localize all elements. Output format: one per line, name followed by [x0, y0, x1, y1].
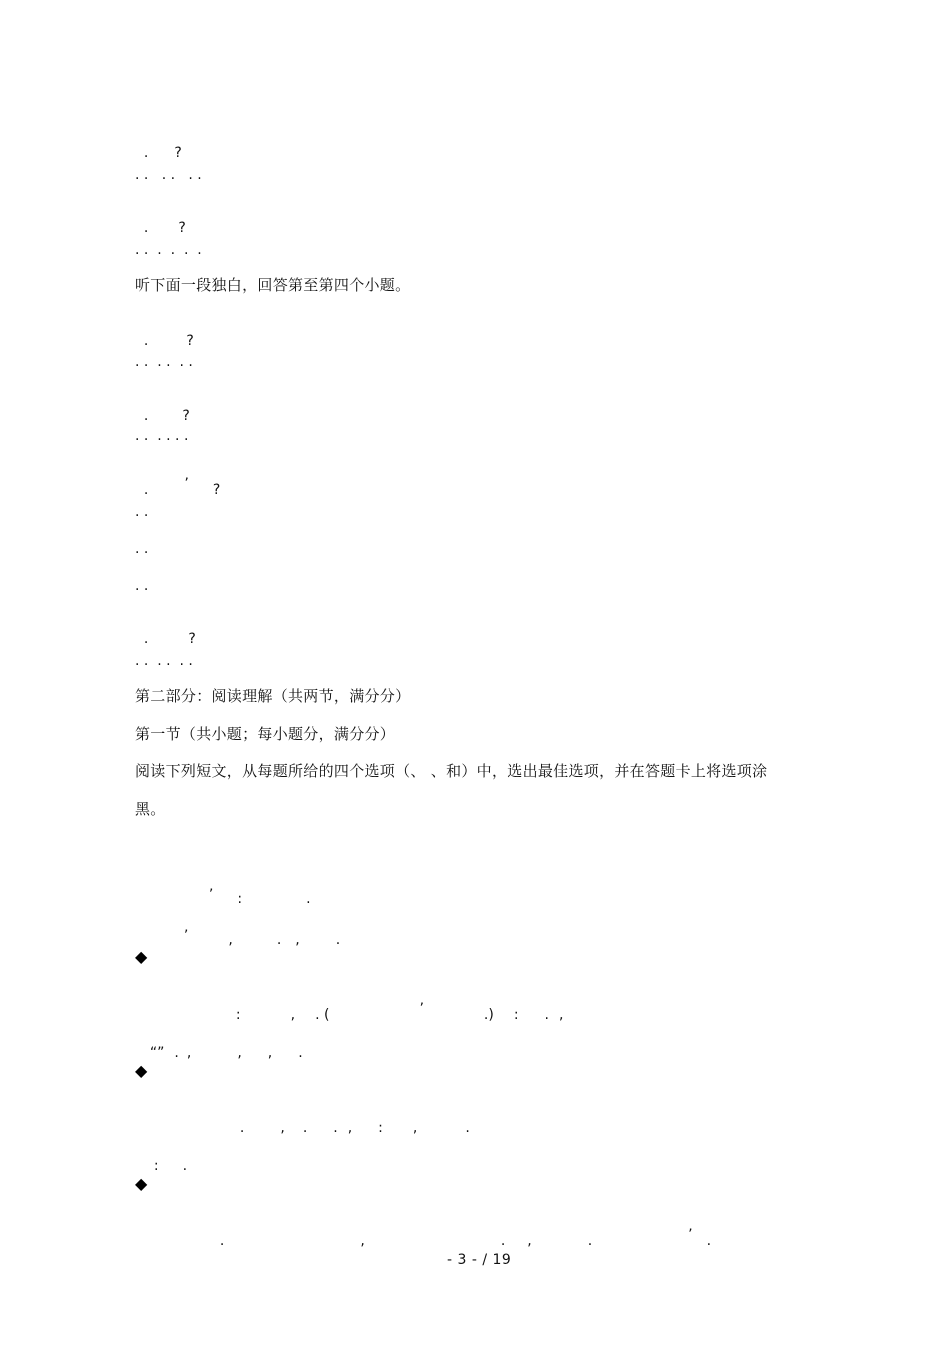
passage-line: ’ , . , .	[183, 928, 341, 948]
answer-options-line: . . . . . .	[135, 428, 189, 444]
page-number: - 3 - / 19	[447, 1252, 512, 1268]
passage-line: “” . , , , .	[149, 1045, 303, 1061]
passage-line: . , . . , : , .	[239, 1120, 470, 1136]
passage-line: : , . ( ’ .) : . ,	[235, 1001, 564, 1023]
bullet-diamond-icon: ◆	[135, 947, 148, 966]
answer-options-line: . . . . . .	[135, 242, 202, 258]
question-number-line	[135, 126, 182, 162]
section-title-part-one: 第一节（共小题；每小题分，满分分）	[135, 725, 396, 743]
bullet-diamond-icon: ◆	[135, 1174, 148, 1193]
bullet-diamond-icon: ◆	[135, 1061, 148, 1080]
answer-option-line: . .	[135, 504, 149, 520]
question-period: .	[143, 145, 149, 161]
listening-instruction: 听下面一段独白，回答第至第四个小题。	[135, 276, 411, 294]
answer-option-line: . .	[135, 578, 149, 594]
reading-instruction-continued: 黑。	[135, 800, 166, 818]
question-number-line: . ?	[143, 220, 186, 236]
passage-line: ’ : .	[208, 887, 311, 907]
answer-option-line: . .	[135, 541, 149, 557]
answer-options-line: . . . . . .	[135, 653, 193, 669]
passage-line: : .	[153, 1158, 188, 1174]
answer-options-line: . . . . . .	[135, 167, 202, 183]
question-mark: ?	[174, 145, 182, 161]
question-number-line: . ?	[143, 408, 190, 424]
section-title-part-two: 第二部分：阅读理解（共两节，满分分）	[135, 687, 411, 705]
passage-line: . , . , . ’ .	[219, 1227, 712, 1249]
answer-options-line: . . . . . .	[135, 354, 193, 370]
question-number-line: . ?	[143, 631, 196, 647]
reading-instruction: 阅读下列短文，从每题所给的四个选项（、 、和）中，选出最佳选项，并在答题卡上将选项涂	[135, 762, 768, 780]
question-number-line: . ?	[143, 333, 194, 349]
question-number-line: . ’ ?	[143, 476, 221, 498]
